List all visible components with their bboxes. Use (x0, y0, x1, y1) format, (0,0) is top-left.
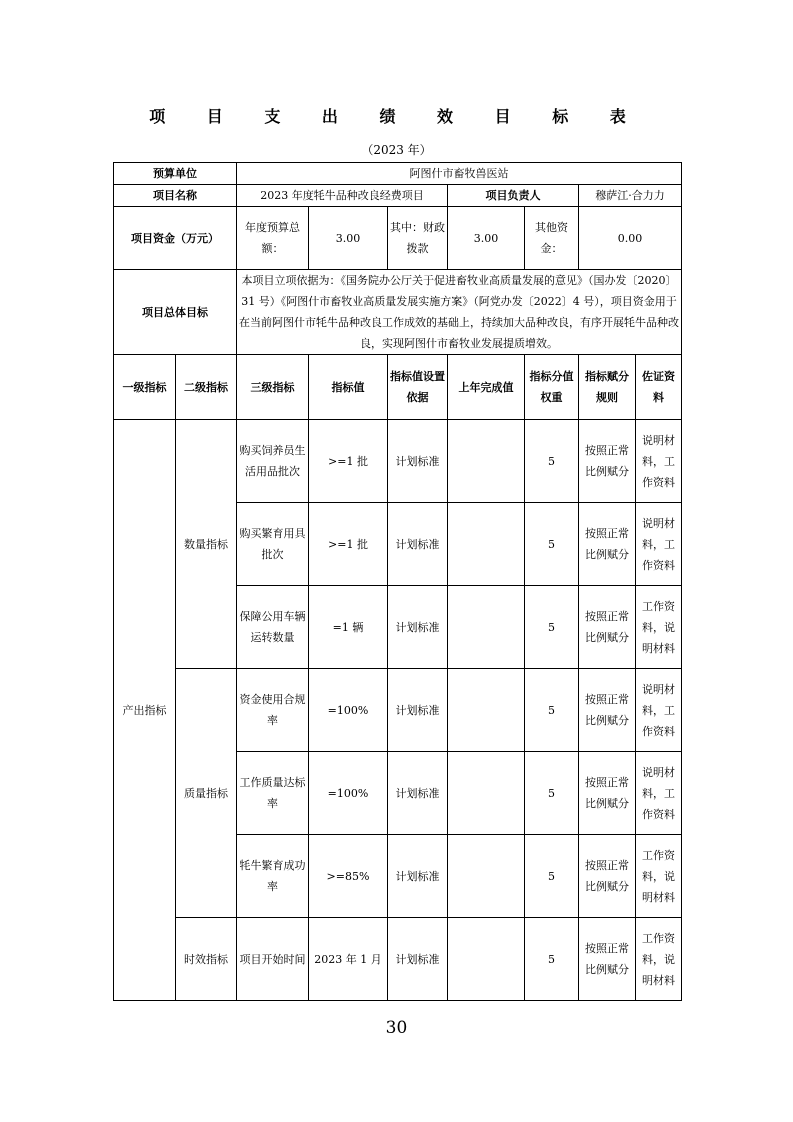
indicator-value: >=1 批 (309, 503, 388, 586)
last-year-value (448, 503, 525, 586)
goal-row (114, 270, 682, 355)
header-level2: 二级指标 (176, 355, 237, 420)
header-row (114, 355, 682, 420)
level3-indicator: 购买繁育用具批次 (237, 503, 309, 586)
last-year-value (448, 918, 525, 1001)
budget-unit-value: 阿图什市畜牧兽医站 (237, 163, 682, 185)
project-lead-label: 项目负责人 (448, 185, 579, 207)
document-title: 项 目 支 出 绩 效 目 标 表 (149, 107, 644, 126)
evidence-material: 工作资料，说明材料 (636, 835, 682, 918)
indicator-weight: 5 (525, 918, 579, 1001)
funds-label: 项目资金（万元） (114, 207, 237, 270)
scoring-rule: 按照正常比例赋分 (579, 752, 636, 835)
indicator-basis: 计划标准 (388, 835, 448, 918)
indicator-basis: 计划标准 (388, 586, 448, 669)
evidence-material: 工作资料，说明材料 (636, 918, 682, 1001)
header-rule: 指标赋分规则 (579, 355, 636, 420)
header-value: 指标值 (309, 355, 388, 420)
scoring-rule: 按照正常比例赋分 (579, 420, 636, 503)
level1-indicator: 产出指标 (114, 420, 176, 1001)
level2-indicator: 质量指标 (176, 669, 237, 918)
indicator-weight: 5 (525, 835, 579, 918)
project-name-label: 项目名称 (114, 185, 237, 207)
level3-indicator: 购买饲养员生活用品批次 (237, 420, 309, 503)
last-year-value (448, 752, 525, 835)
budget-unit-row (114, 163, 682, 185)
header-level3: 三级指标 (237, 355, 309, 420)
indicator-row (114, 420, 682, 503)
scoring-rule: 按照正常比例赋分 (579, 669, 636, 752)
page-number: 30 (385, 1018, 408, 1038)
last-year-value (448, 835, 525, 918)
last-year-value (448, 586, 525, 669)
other-funds-value: 0.00 (579, 207, 682, 270)
scoring-rule: 按照正常比例赋分 (579, 918, 636, 1001)
fiscal-funds-value: 3.00 (448, 207, 525, 270)
indicator-basis: 计划标准 (388, 752, 448, 835)
indicator-row (114, 669, 682, 752)
last-year-value (448, 420, 525, 503)
indicator-basis: 计划标准 (388, 503, 448, 586)
header-weight: 指标分值权重 (525, 355, 579, 420)
indicator-basis: 计划标准 (388, 918, 448, 1001)
project-name-row (114, 185, 682, 207)
indicator-basis: 计划标准 (388, 669, 448, 752)
scoring-rule: 按照正常比例赋分 (579, 835, 636, 918)
indicator-weight: 5 (525, 586, 579, 669)
indicator-value: >=1 批 (309, 420, 388, 503)
header-basis: 指标值设置依据 (388, 355, 448, 420)
level3-indicator: 项目开始时间 (237, 918, 309, 1001)
goal-label: 项目总体目标 (114, 270, 237, 355)
level2-indicator: 数量指标 (176, 420, 237, 669)
indicator-value: =100% (309, 752, 388, 835)
evidence-material: 说明材料，工作资料 (636, 669, 682, 752)
scoring-rule: 按照正常比例赋分 (579, 503, 636, 586)
indicator-value: >=85% (309, 835, 388, 918)
performance-table (113, 162, 682, 1001)
annual-budget-label: 年度预算总额： (237, 207, 309, 270)
level3-indicator: 资金使用合规率 (237, 669, 309, 752)
funds-row (114, 207, 682, 270)
indicator-value: 2023 年 1 月 (309, 918, 388, 1001)
evidence-material: 说明材料，工作资料 (636, 752, 682, 835)
indicator-value: =1 辆 (309, 586, 388, 669)
level3-indicator: 牦牛繁育成功率 (237, 835, 309, 918)
header-level1: 一级指标 (114, 355, 176, 420)
indicator-weight: 5 (525, 420, 579, 503)
level3-indicator: 保障公用车辆运转数量 (237, 586, 309, 669)
other-funds-label: 其他资金： (525, 207, 579, 270)
fiscal-funds-label: 其中：财政拨款 (388, 207, 448, 270)
goal-text: 本项目立项依据为：《国务院办公厅关于促进畜牧业高质量发展的意见》（国办发〔2020〕31 号）《阿图什市畜牧业高质量发展实施方案》（阿党办发〔2022〕4 号），项目资金用于在当前阿图什市牦牛品种改良工作成效的基础上，持续加大品种改良，有序开展牦牛品种改良，实现阿图什市畜牧业发展提质增效。 (237, 270, 682, 355)
indicator-weight: 5 (525, 503, 579, 586)
project-lead-value: 穆萨江·合力力 (579, 185, 682, 207)
last-year-value (448, 669, 525, 752)
evidence-material: 说明材料，工作资料 (636, 420, 682, 503)
project-name-value: 2023 年度牦牛品种改良经费项目 (237, 185, 448, 207)
header-last-year: 上年完成值 (448, 355, 525, 420)
annual-budget-value: 3.00 (309, 207, 388, 270)
indicator-weight: 5 (525, 669, 579, 752)
evidence-material: 说明材料，工作资料 (636, 503, 682, 586)
budget-unit-label: 预算单位 (114, 163, 237, 185)
evidence-material: 工作资料，说明材料 (636, 586, 682, 669)
document-year: （2023 年） (361, 143, 432, 157)
scoring-rule: 按照正常比例赋分 (579, 586, 636, 669)
indicator-basis: 计划标准 (388, 420, 448, 503)
level3-indicator: 工作质量达标率 (237, 752, 309, 835)
indicator-row (114, 918, 682, 1001)
level2-indicator: 时效指标 (176, 918, 237, 1001)
indicator-weight: 5 (525, 752, 579, 835)
indicator-value: =100% (309, 669, 388, 752)
header-evidence: 佐证资料 (636, 355, 682, 420)
